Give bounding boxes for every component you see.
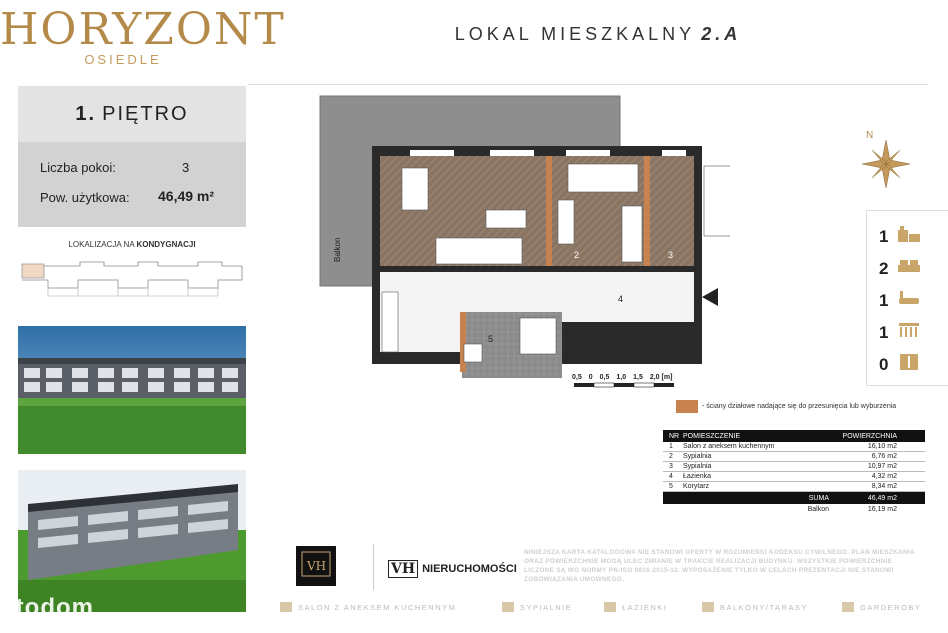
balcony-label: Balkon <box>333 237 342 262</box>
room-number-2: 2 <box>574 250 580 260</box>
bath-icon <box>897 289 921 307</box>
table-row: 3 Sypialnia 10,97 m2 <box>663 462 925 472</box>
footer-item-wardrobes: GARDEROBY <box>842 602 921 612</box>
bathroom-count: 1 <box>879 291 889 310</box>
unit-code: 2.A <box>701 24 742 44</box>
building-render-front <box>18 326 246 454</box>
room-number-3: 3 <box>668 250 674 260</box>
kitchen-icon <box>280 602 292 612</box>
room-number-1: 1 <box>442 250 448 260</box>
footer-item-bedrooms: SYPIALNIE <box>502 602 572 612</box>
legend-swatch <box>676 400 698 413</box>
balcony-count: 1 <box>879 323 889 342</box>
floor-plan <box>310 92 730 382</box>
footer-item-balconies: BALKONY/TARASY <box>702 602 808 612</box>
location-title: LOKALIZACJA NA KONDYGNACJI <box>68 240 196 249</box>
kitchen-count: 1 <box>879 227 889 246</box>
logo-sub: OSIEDLE <box>84 52 162 67</box>
logo-divider <box>373 544 374 590</box>
bath-icon <box>604 602 616 612</box>
floor-location-diagram <box>18 258 246 304</box>
company-mark: VH <box>388 560 418 578</box>
room-number-5: 5 <box>488 334 494 344</box>
header-divider <box>248 84 928 85</box>
wardrobe-icon <box>897 353 921 371</box>
bed-icon <box>897 257 921 275</box>
bedroom-count: 2 <box>879 259 889 278</box>
table-balcony-row: Balkon 16,19 m2 <box>807 506 897 513</box>
room-number-4: 4 <box>618 294 624 304</box>
apartment-stats <box>18 142 246 227</box>
balcony-icon <box>897 321 921 339</box>
horyzont-logo <box>0 0 286 86</box>
table-header: NR POMIESZCZENIE POWIERZCHNIA <box>663 430 925 442</box>
building-render-aerial <box>18 470 246 612</box>
floor-location <box>18 232 246 324</box>
rooms-value: 3 <box>182 160 190 175</box>
plan-scale: 0,5 0 0,5 1,0 1,5 2,0 [m] <box>572 374 702 391</box>
table-row: 1 Salon z aneksem kuchennym 16,10 m2 <box>663 442 925 452</box>
area-value: 46,49 m² <box>158 188 215 204</box>
disclaimer-text: NINIEJSZA KARTA KATALOGOWA NIE STANOWI OFERTY W ROZUMIENIU KODEKSU CYWILNEGO. PLAN MIESZKANIA ORAZ POWIERZCHNIE MOGĄ ULEC ZMIANIE W TRAKCIE REALIZACJI BUDYNKU. WSZYSTKIE POWIERZCHNIE LICZONE SĄ WG NORMY PN-ISO 9836:2015-12. WYPOSAŻENIE TYLKO W CELACH PREZENTACJI NIE STANOWI ZOBOWIĄZANIA UMOWNEGO. <box>524 549 915 583</box>
scale-bar <box>572 381 702 389</box>
svg-text:N: N <box>866 130 874 141</box>
left-panel <box>0 0 286 633</box>
table-row: 2 Sypialnia 6,76 m2 <box>663 452 925 462</box>
compass-icon <box>856 126 912 192</box>
legend-text: - ściany działowe nadające się do przesunięcia lub wyburzenia <box>702 403 897 410</box>
floor-number: 1. <box>75 102 97 125</box>
area-label: Pow. użytkowa: <box>40 190 130 205</box>
footer-item-bathrooms: ŁAZIENKI <box>604 602 667 612</box>
floor-indicator <box>18 86 246 142</box>
rooms-label: Liczba pokoi: <box>40 160 116 175</box>
svg-text:VH: VH <box>307 559 327 573</box>
real-estate-logo <box>388 560 517 578</box>
table-sum-row: SUMA 46,49 m2 <box>663 492 925 504</box>
company-name: NIERUCHOMOŚCI <box>422 563 517 575</box>
page-title: LOKAL MIESZKALNY 2.A <box>454 24 742 44</box>
rooms-table <box>663 430 925 515</box>
developer-logo <box>296 546 336 586</box>
table-row: 4 Łazienka 4,32 m2 <box>663 472 925 482</box>
partition-legend <box>676 400 896 413</box>
wardrobe-count: 0 <box>879 355 889 374</box>
floor-label: PIĘTRO <box>102 102 189 125</box>
logo-brand: HORYZONT <box>0 4 286 55</box>
bed-icon <box>502 602 514 612</box>
balcony-icon <box>702 602 714 612</box>
footer-legend <box>280 600 948 614</box>
table-row: 5 Korytarz 8,34 m2 <box>663 482 925 492</box>
wardrobe-icon <box>842 602 854 612</box>
footer-item-kitchen: SALON Z ANEKSEM KUCHENNYM <box>280 602 456 612</box>
amenity-counts <box>866 210 948 386</box>
kitchen-icon <box>897 225 921 243</box>
otodom-watermark: otodom <box>0 594 94 621</box>
